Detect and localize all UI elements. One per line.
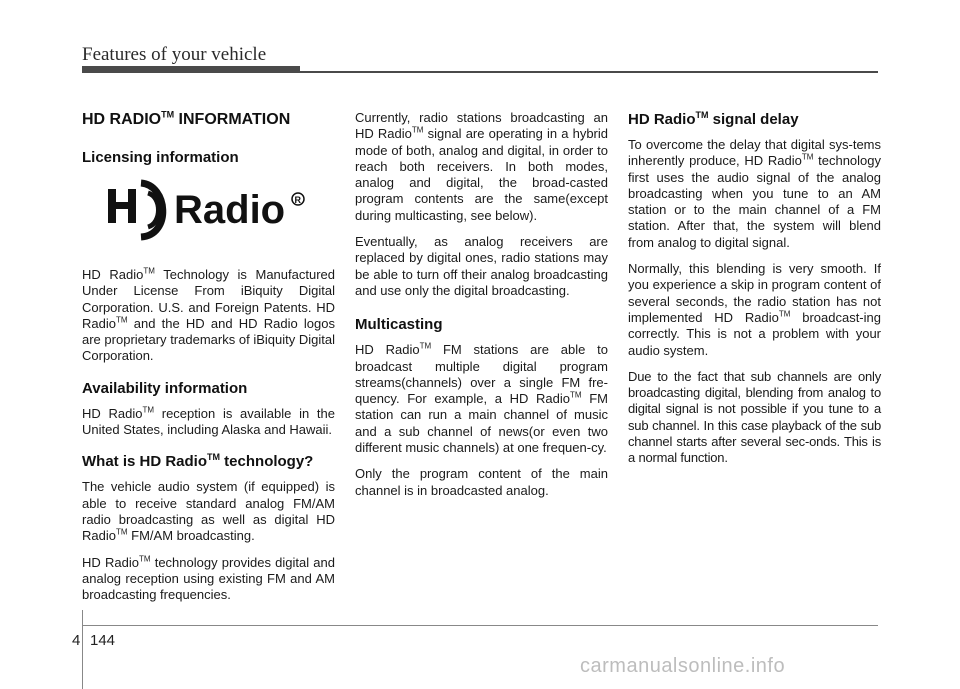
watermark: carmanualsonline.info xyxy=(580,655,786,677)
paragraph-availability: HD Radio™ reception is available in the United States, including Alaska and Hawaii. xyxy=(82,405,335,438)
paragraph-license: HD Radio™ Technology is Manufactured Under License From iBiquity Digital Corporation. U.S. and Foreign Patents. HD Radio™ and the HD and HD Radio logos are proprietary trademarks of iBiquity Digital Corporation. xyxy=(82,266,335,364)
paragraph-blending: Normally, this blending is very smooth. If you experience a skip in program content of several seconds, the radio station has not implemented HD Radio™ broadcast-ing correctly. This is not a problem with your audio system. xyxy=(628,261,881,358)
paragraph-hybrid-mode: Currently, radio stations broadcasting an HD Radio™ signal are operating in a hybrid mode of both, analog and digital, in order to reach both receivers. In both modes, analog and digital, the broad-casted program contents are the same(except during multicasting, see below). xyxy=(355,110,609,223)
paragraph-main-channel: Only the program content of the main channel is in broadcasted analog. xyxy=(355,466,608,498)
svg-text:Radio: Radio xyxy=(174,188,286,232)
header-bar xyxy=(82,66,300,73)
page-header-title: Features of your vehicle xyxy=(82,44,267,65)
paragraph-sub-channels: Due to the fact that sub channels are only broadcasting digital, blending from analog to digital signal is not possible if you tune to a sub channel. In this case playback of the sub channel starts after several sec-onds. This is a normal function. xyxy=(628,368,881,466)
section-title-hd-radio-information: HD RADIO™ INFORMATION xyxy=(82,109,291,128)
page-number: 144 xyxy=(90,632,116,649)
paragraph-multicasting: HD Radio™ FM stations are able to broadcast multiple digital program streams(channels) over a single FM fre-quency. For example, a HD Radio™ FM station can run a main channel of music and a sub channel of news(or even two different music channels) at one frequen-cy. xyxy=(355,341,608,456)
header-rule xyxy=(300,71,878,73)
column-2 xyxy=(355,110,608,509)
column-3 xyxy=(628,110,881,477)
paragraph-eventually: Eventually, as analog receivers are replaced by digital ones, radio stations may be able to turn off their analog broadcasting and use only the digital broadcasting. xyxy=(355,234,608,298)
footer-vertical-rule xyxy=(82,610,83,689)
chapter-number: 4 xyxy=(72,632,81,649)
heading-what-is-hd-radio: What is HD Radio™ technology? xyxy=(82,452,314,471)
column-1 xyxy=(82,110,335,613)
hd-radio-logo-icon xyxy=(108,179,308,243)
hd-radio-logo xyxy=(82,179,335,257)
heading-multicasting: Multicasting xyxy=(355,316,443,334)
footer-rule xyxy=(82,625,878,626)
heading-availability-information: Availability information xyxy=(82,379,248,397)
heading-licensing-information: Licensing information xyxy=(82,149,239,166)
svg-text:R: R xyxy=(294,195,301,205)
paragraph-overcome-delay: To overcome the delay that digital sys-tems inherently produce, HD Radio™ technology first uses the audio signal of the analog broadcasting when you tune to an AM station or to the main channel of a FM station. After that, the system will blend from analog to digital signal. xyxy=(628,137,881,250)
paragraph-what-1: The vehicle audio system (if equipped) is able to receive standard analog FM/AM radio broadcasting as well as digital HD Radio™ FM/AM broadcasting. xyxy=(82,479,335,544)
heading-signal-delay: HD Radio™ signal delay xyxy=(628,110,799,128)
paragraph-what-2: HD Radio™ technology provides digital and analog reception using existing FM and AM broadcasting frequencies. xyxy=(82,554,335,603)
